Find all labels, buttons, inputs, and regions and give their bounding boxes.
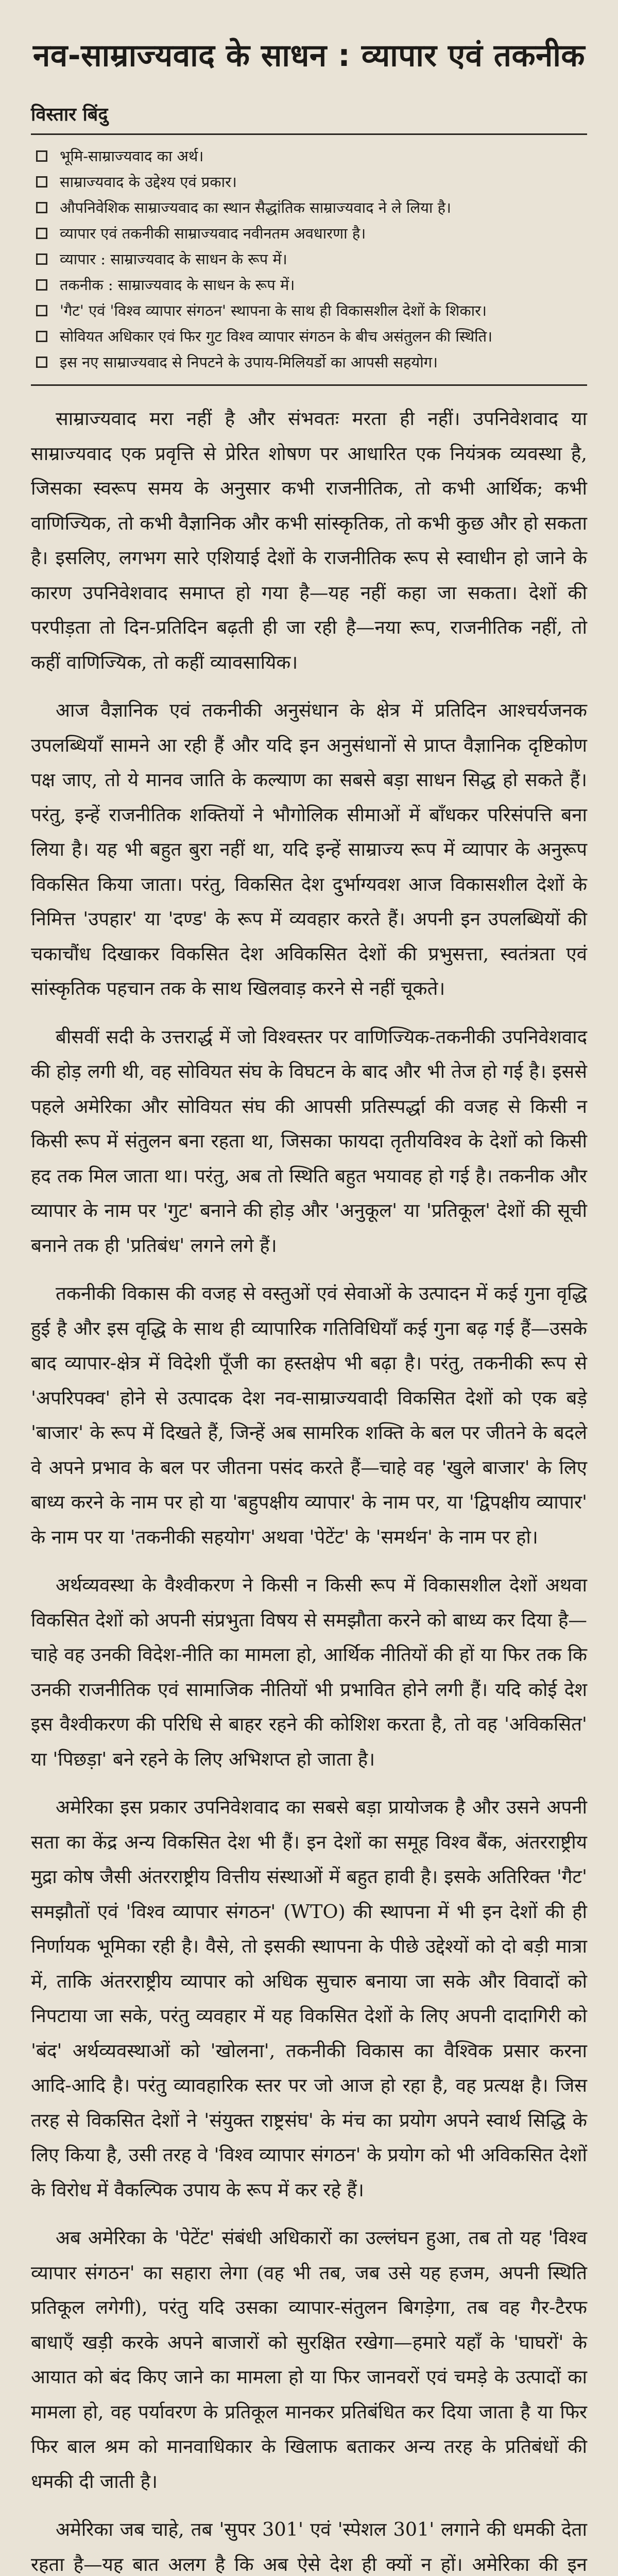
checkbox-square-icon (36, 279, 47, 291)
essay-paragraph: अमेरिका इस प्रकार उपनिवेशवाद का सबसे बड़ा प्रायोजक है और उसने अपनी सता का केंद्र अन्य विकसित देश भी हैं। इन देशों का समूह विश्व बैंक, अंतरराष्ट्रीय मुद्रा कोष जैसी अंतरराष्ट्रीय वित्तीय संस्थाओं में बहुत हावी है। इसके अतिरिक्त 'गैट' समझौतों एवं 'विश्व व्यापार संगठन' (WTO) की स्थापना में भी इन देशों की ही निर्णायक भूमिका रही है। वैसे, तो इसकी स्थापना के पीछे उद्देश्यों को दो बड़ी मात्रा में, ताकि अंतरराष्ट्रीय व्यापार को अधिक सुचारु बनाया जा सके और विवादों को निपटाया जा सके, परंतु व्यवहार में यह विकसित देशों के लिए अपनी दादागिरी को 'बंद' अर्थव्यवस्थाओं को 'खोलना', तकनीकी विकास का वैश्विक प्रसार करना आदि-आदि है। परंतु व्यावहारिक स्तर पर जो आज हो रहा है, वह प्रत्यक्ष है। जिस तरह से विकसित देशों ने 'संयुक्त राष्ट्रसंघ' के मंच का प्रयोग अपने स्वार्थ सिद्धि के लिए किया है, उसी तरह वे 'विश्व व्यापार संगठन' के प्रयोग को भी अविकसित देशों के विरोध में वैकल्पिक उपाय के रूप में कर रहे हैं। (31, 1796, 587, 2201)
checkbox-square-icon (36, 150, 47, 162)
essay-paragraph: अर्थव्यवस्था के वैश्वीकरण ने किसी न किसी रूप में विकासशील देशों अथवा विकसित देशों को अपनी संप्रभुता विषय से समझौता करने को बाध्य कर दिया है—चाहे वह उनकी विदेश-नीति का मामला हो, आर्थिक नीतियों की हों या फिर तक कि उनकी राजनीतिक एवं सामाजिक नीतियों भी प्रभावित होने लगी हैं। यदि कोई देश इस वैश्वीकरण की परिधि से बाहर रहने की कोशिश करता है, तो वह 'अविकसित' या 'पिछड़ा' बने रहने के लिए अभिशप्त हो जाता है। (31, 1574, 587, 1770)
summary-point: तकनीक : साम्राज्यवाद के साधन के रूप में। (36, 272, 587, 298)
summary-point: व्यापार एवं तकनीकी साम्राज्यवाद नवीनतम अवधारणा है। (36, 221, 587, 246)
summary-top-divider (31, 133, 587, 135)
summary-point: औपनिवेशिक साम्राज्यवाद का स्थान सैद्धांतिक साम्राज्यवाद ने ले लिया है। (36, 195, 587, 221)
checkbox-square-icon (36, 228, 47, 239)
summary-bottom-divider (31, 384, 587, 386)
essay-paragraph: तकनीकी विकास की वजह से वस्तुओं एवं सेवाओं के उत्पादन में कई गुना वृद्धि हुई है और इस वृद्धि के साथ ही व्यापारिक गतिविधियाँ कई गुना बढ़ गई हैं—उसके बाद व्यापार-क्षेत्र में विदेशी पूँजी का हस्तक्षेप भी बढ़ा है। परंतु, तकनीकी रूप से 'अपरिपक्व' होने से उत्पादक देश नव-साम्राज्यवादी विकसित देशों को एक बड़े 'बाजार' के रूप में दिखते हैं, जिन्हें अब सामरिक शक्ति के बल पर जीतने के बदले वे अपने प्रभाव के बल पर जीतना पसंद करते हैं—चाहे वह 'खुले बाजार' के लिए बाध्य करने के नाम पर हो या 'बहुपक्षीय व्यापार' के नाम पर, या 'द्विपक्षीय व्यापार' के नाम पर या 'तकनीकी सहयोग' अथवा 'पेटेंट' के 'समर्थन' के नाम पर हो। (31, 1282, 587, 1548)
essay-title: नव-साम्राज्यवाद के साधन : व्यापार एवं तकनीक (33, 38, 585, 74)
essay-paragraph: बीसवीं सदी के उत्तरार्द्ध में जो विश्वस्तर पर वाणिज्यिक-तकनीकी उपनिवेशवाद की होड़ लगी थी, वह सोवियत संघ के विघटन के बाद और भी तेज हो गई है। इससे पहले अमेरिका और सोवियत संघ की आपसी प्रतिस्पर्द्धा की वजह से किसी न किसी रूप में संतुलन बना रहता था, जिसका फायदा तृतीयविश्व के देशों को किसी हद तक मिल जाता था। परंतु, अब तो स्थिति बहुत भयावह हो गई है। तकनीक और व्यापार के नाम पर 'गुट' बनाने की होड़ और 'अनुकूल' या 'प्रतिकूल' देशों की सूची बनाने तक ही 'प्रतिबंध' लगने लगे हैं। (31, 1025, 587, 1257)
essay-body (31, 401, 587, 2576)
essay-paragraph: साम्राज्यवाद मरा नहीं है और संभवतः मरता ही नहीं। उपनिवेशवाद या साम्राज्यवाद एक प्रवृत्ति से प्रेरित शोषण पर आधारित एक नियंत्रक व्यवस्था है, जिसका स्वरूप समय के अनुसार कभी राजनीतिक, तो कभी आर्थिक; कभी वाणिज्यिक, तो कभी वैज्ञानिक और कभी सांस्कृतिक, तो कभी कुछ और हो सकता है। इसलिए, लगभग सारे एशियाई देशों के राजनीतिक रूप से स्वाधीन हो जाने के कारण उपनिवेशवाद समाप्त हो गया है—यह नहीं कहा जा सकता। देशों की परपीड़ता तो दिन-प्रतिदिन बढ़ती ही जा रही है—नया रूप, राजनीतिक नहीं, तो कहीं वाणिज्यिक, तो कहीं व्यावसायिक। (31, 408, 587, 673)
checkbox-square-icon (36, 176, 47, 188)
summary-point: सोवियत अधिकार एवं फिर गुट विश्व व्यापार संगठन के बीच असंतुलन की स्थिति। (36, 324, 587, 349)
summary-point: भूमि-साम्राज्यवाद का अर्थ। (36, 143, 587, 169)
checkbox-square-icon (36, 253, 47, 265)
summary-point: 'गैट' एवं 'विश्व व्यापार संगठन' स्थापना के साथ ही विकासशील देशों के शिकार। (36, 298, 587, 324)
summary-point: इस नए साम्राज्यवाद से निपटने के उपाय-मिलियर्डो का आपसी सहयोग। (36, 349, 587, 375)
summary-point: व्यापार : साम्राज्यवाद के साधन के रूप में। (36, 246, 587, 272)
summary-point: साम्राज्यवाद के उद्देश्य एवं प्रकार। (36, 169, 587, 195)
checkbox-square-icon (36, 331, 47, 342)
essay-paragraph: अब अमेरिका के 'पेटेंट' संबंधी अधिकारों का उल्लंघन हुआ, तब तो यह 'विश्व व्यापार संगठन' का सहारा लेगा (वह भी तब, जब उसे यह हजम, अपनी स्थिति प्रतिकूल लगेगी), परंतु यदि उसका व्यापार-संतुलन बिगड़ेगा, तब वह गैर-टैरफ बाधाएँ खड़ी करके अपने बाजारों को सुरक्षित रखेगा—हमारे यहाँ के 'घाघरों' के आयात को बंद किए जाने का मामला हो या फिर जानवरों एवं चमड़े के उत्पादों का मामला हो, वह पर्यावरण के प्रतिकूल मानकर प्रतिबंधित कर दिया जाता है या फिर फिर बाल श्रम को मानवाधिकार के खिलाफ बताकर अन्य तरह के प्रतिबंधों की धमकी दी जाती है। (31, 2227, 587, 2493)
checkbox-square-icon (36, 305, 47, 316)
summary-heading: विस्तार बिंदु (31, 104, 108, 125)
checkbox-square-icon (36, 202, 47, 213)
essay-paragraph: अमेरिका जब चाहे, तब 'सुपर 301' एवं 'स्पेशल 301' लगाने की धमकी देता रहता है—यह बात अलग है कि अब ऐसे देश ही क्यों न हों। अमेरिका की इन (31, 2518, 587, 2575)
essay-paragraph: आज वैज्ञानिक एवं तकनीकी अनुसंधान के क्षेत्र में प्रतिदिन आश्चर्यजनक उपलब्धियाँ सामने आ रही हैं और यदि इन अनुसंधानों से प्राप्त वैज्ञानिक दृष्टिकोण पक्ष जाए, तो ये मानव जाति के कल्याण का सबसे बड़ा साधन सिद्ध हो सकते हैं। परंतु, इन्हें राजनीतिक शक्तियों ने भौगोलिक सीमाओं में बाँधकर परिसंपत्ति बना लिया है। यह भी बहुत बुरा नहीं था, यदि इन्हें साम्राज्य रूप में व्यापार के अनुरूप विकसित किया जाता। परंतु, विकसित देश दुर्भाग्यवश आज विकासशील देशों के निमित्त 'उपहार' या 'दण्ड' के रूप में व्यवहार करते हैं। अपनी इन उपलब्धियों की चकाचौंध दिखाकर विकसित देश अविकसित देशों की प्रभुसत्ता, स्वतंत्रता एवं सांस्कृतिक पहचान तक के साथ खिलवाड़ करने से नहीं चूकते। (31, 699, 587, 999)
checkbox-square-icon (36, 357, 47, 368)
summary-points-list (31, 143, 587, 375)
